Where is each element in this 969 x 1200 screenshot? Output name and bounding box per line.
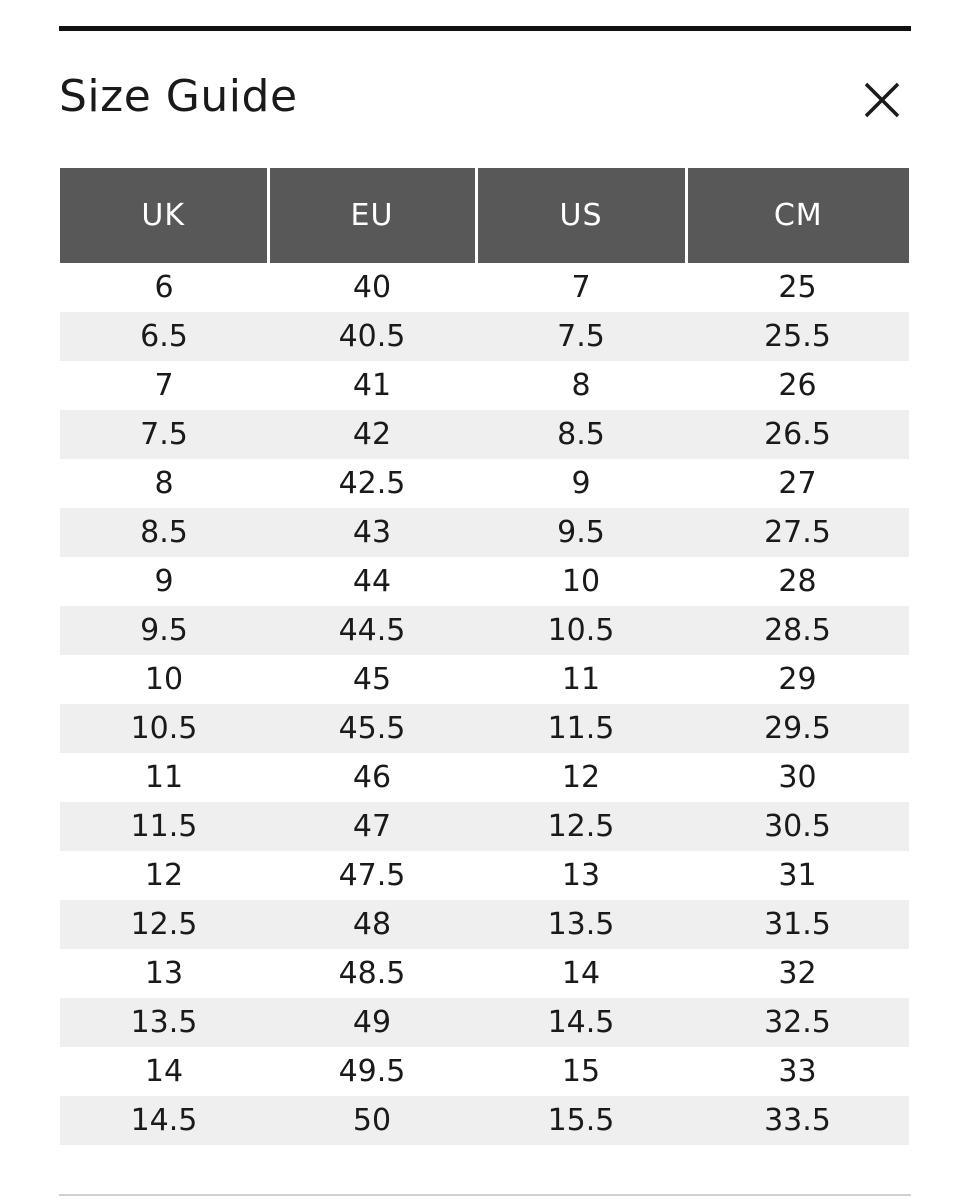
cell-us: 7.5 <box>476 312 686 361</box>
cell-eu: 42 <box>268 410 476 459</box>
cell-us: 11.5 <box>476 704 686 753</box>
cell-uk: 14.5 <box>60 1096 268 1145</box>
table-row <box>60 508 909 557</box>
cell-eu: 49.5 <box>338 1054 406 1089</box>
cell-uk: 14 <box>144 1054 184 1089</box>
cell-uk: 11.5 <box>60 802 268 851</box>
dialog-title: Size Guide <box>59 71 298 122</box>
close-icon <box>860 78 904 122</box>
cell-uk: 11 <box>144 760 184 795</box>
cell-cm: 28.5 <box>686 606 909 655</box>
cell-cm: 28 <box>778 564 817 599</box>
column-header-uk: UK <box>60 168 268 263</box>
cell-us: 14 <box>561 956 601 991</box>
cell-uk: 9 <box>154 564 174 599</box>
table-row <box>60 851 909 900</box>
table-row <box>60 753 909 802</box>
table-row <box>60 361 909 410</box>
cell-us: 15 <box>561 1054 601 1089</box>
table-body <box>60 263 909 1145</box>
cell-eu: 42.5 <box>338 466 406 501</box>
cell-uk: 8 <box>154 466 174 501</box>
cell-cm: 27.5 <box>686 508 909 557</box>
table-row <box>60 1047 909 1096</box>
cell-us: 8.5 <box>476 410 686 459</box>
cell-eu: 44.5 <box>268 606 476 655</box>
top-divider <box>59 26 911 31</box>
cell-us: 10.5 <box>476 606 686 655</box>
table-row <box>60 1096 909 1145</box>
cell-uk: 12.5 <box>60 900 268 949</box>
cell-uk: 9.5 <box>60 606 268 655</box>
table-row <box>60 459 909 508</box>
cell-cm: 31 <box>778 858 817 893</box>
table-row <box>60 655 909 704</box>
cell-us: 12 <box>561 760 601 795</box>
cell-cm: 26 <box>778 368 817 403</box>
table-row <box>60 802 909 851</box>
cell-us: 8 <box>571 368 591 403</box>
cell-uk: 6 <box>154 270 174 305</box>
cell-cm: 32.5 <box>686 998 909 1047</box>
cell-uk: 13.5 <box>60 998 268 1047</box>
cell-uk: 12 <box>144 858 184 893</box>
cell-eu: 45 <box>352 662 392 697</box>
cell-eu: 46 <box>352 760 392 795</box>
cell-cm: 30 <box>778 760 817 795</box>
cell-eu: 50 <box>268 1096 476 1145</box>
table-row <box>60 557 909 606</box>
cell-cm: 30.5 <box>686 802 909 851</box>
column-header-eu: EU <box>268 168 476 263</box>
table-row <box>60 312 909 361</box>
table-row <box>60 998 909 1047</box>
cell-us: 11 <box>561 662 601 697</box>
table-row <box>60 606 909 655</box>
cell-uk: 10 <box>144 662 184 697</box>
cell-eu: 48 <box>268 900 476 949</box>
cell-uk: 7 <box>154 368 174 403</box>
column-header-us: US <box>476 168 686 263</box>
cell-us: 10 <box>561 564 601 599</box>
cell-cm: 27 <box>778 466 817 501</box>
table-row <box>60 704 909 753</box>
cell-eu: 49 <box>268 998 476 1047</box>
cell-eu: 40 <box>352 270 392 305</box>
cell-eu: 48.5 <box>338 956 406 991</box>
table-row <box>60 949 909 998</box>
cell-eu: 45.5 <box>268 704 476 753</box>
bottom-divider <box>59 1194 911 1196</box>
cell-eu: 43 <box>268 508 476 557</box>
table-header-row <box>60 168 909 263</box>
cell-us: 13.5 <box>476 900 686 949</box>
cell-eu: 41 <box>352 368 392 403</box>
cell-cm: 31.5 <box>686 900 909 949</box>
cell-eu: 40.5 <box>268 312 476 361</box>
table-row <box>60 263 909 312</box>
cell-us: 14.5 <box>476 998 686 1047</box>
cell-cm: 33 <box>778 1054 817 1089</box>
table-row <box>60 900 909 949</box>
cell-cm: 32 <box>778 956 817 991</box>
cell-cm: 33.5 <box>686 1096 909 1145</box>
cell-us: 12.5 <box>476 802 686 851</box>
cell-uk: 13 <box>144 956 184 991</box>
cell-us: 9 <box>571 466 591 501</box>
cell-cm: 26.5 <box>686 410 909 459</box>
cell-uk: 10.5 <box>60 704 268 753</box>
column-header-cm: CM <box>686 168 909 263</box>
cell-cm: 25 <box>778 270 817 305</box>
table-row <box>60 410 909 459</box>
cell-uk: 7.5 <box>60 410 268 459</box>
cell-us: 9.5 <box>476 508 686 557</box>
size-chart-table <box>60 168 909 1145</box>
cell-eu: 44 <box>352 564 392 599</box>
cell-us: 15.5 <box>476 1096 686 1145</box>
cell-eu: 47 <box>268 802 476 851</box>
cell-us: 13 <box>561 858 601 893</box>
close-button[interactable] <box>860 78 904 122</box>
cell-cm: 29 <box>778 662 817 697</box>
cell-eu: 47.5 <box>338 858 406 893</box>
cell-cm: 25.5 <box>686 312 909 361</box>
cell-us: 7 <box>571 270 591 305</box>
cell-uk: 6.5 <box>60 312 268 361</box>
cell-cm: 29.5 <box>686 704 909 753</box>
cell-uk: 8.5 <box>60 508 268 557</box>
